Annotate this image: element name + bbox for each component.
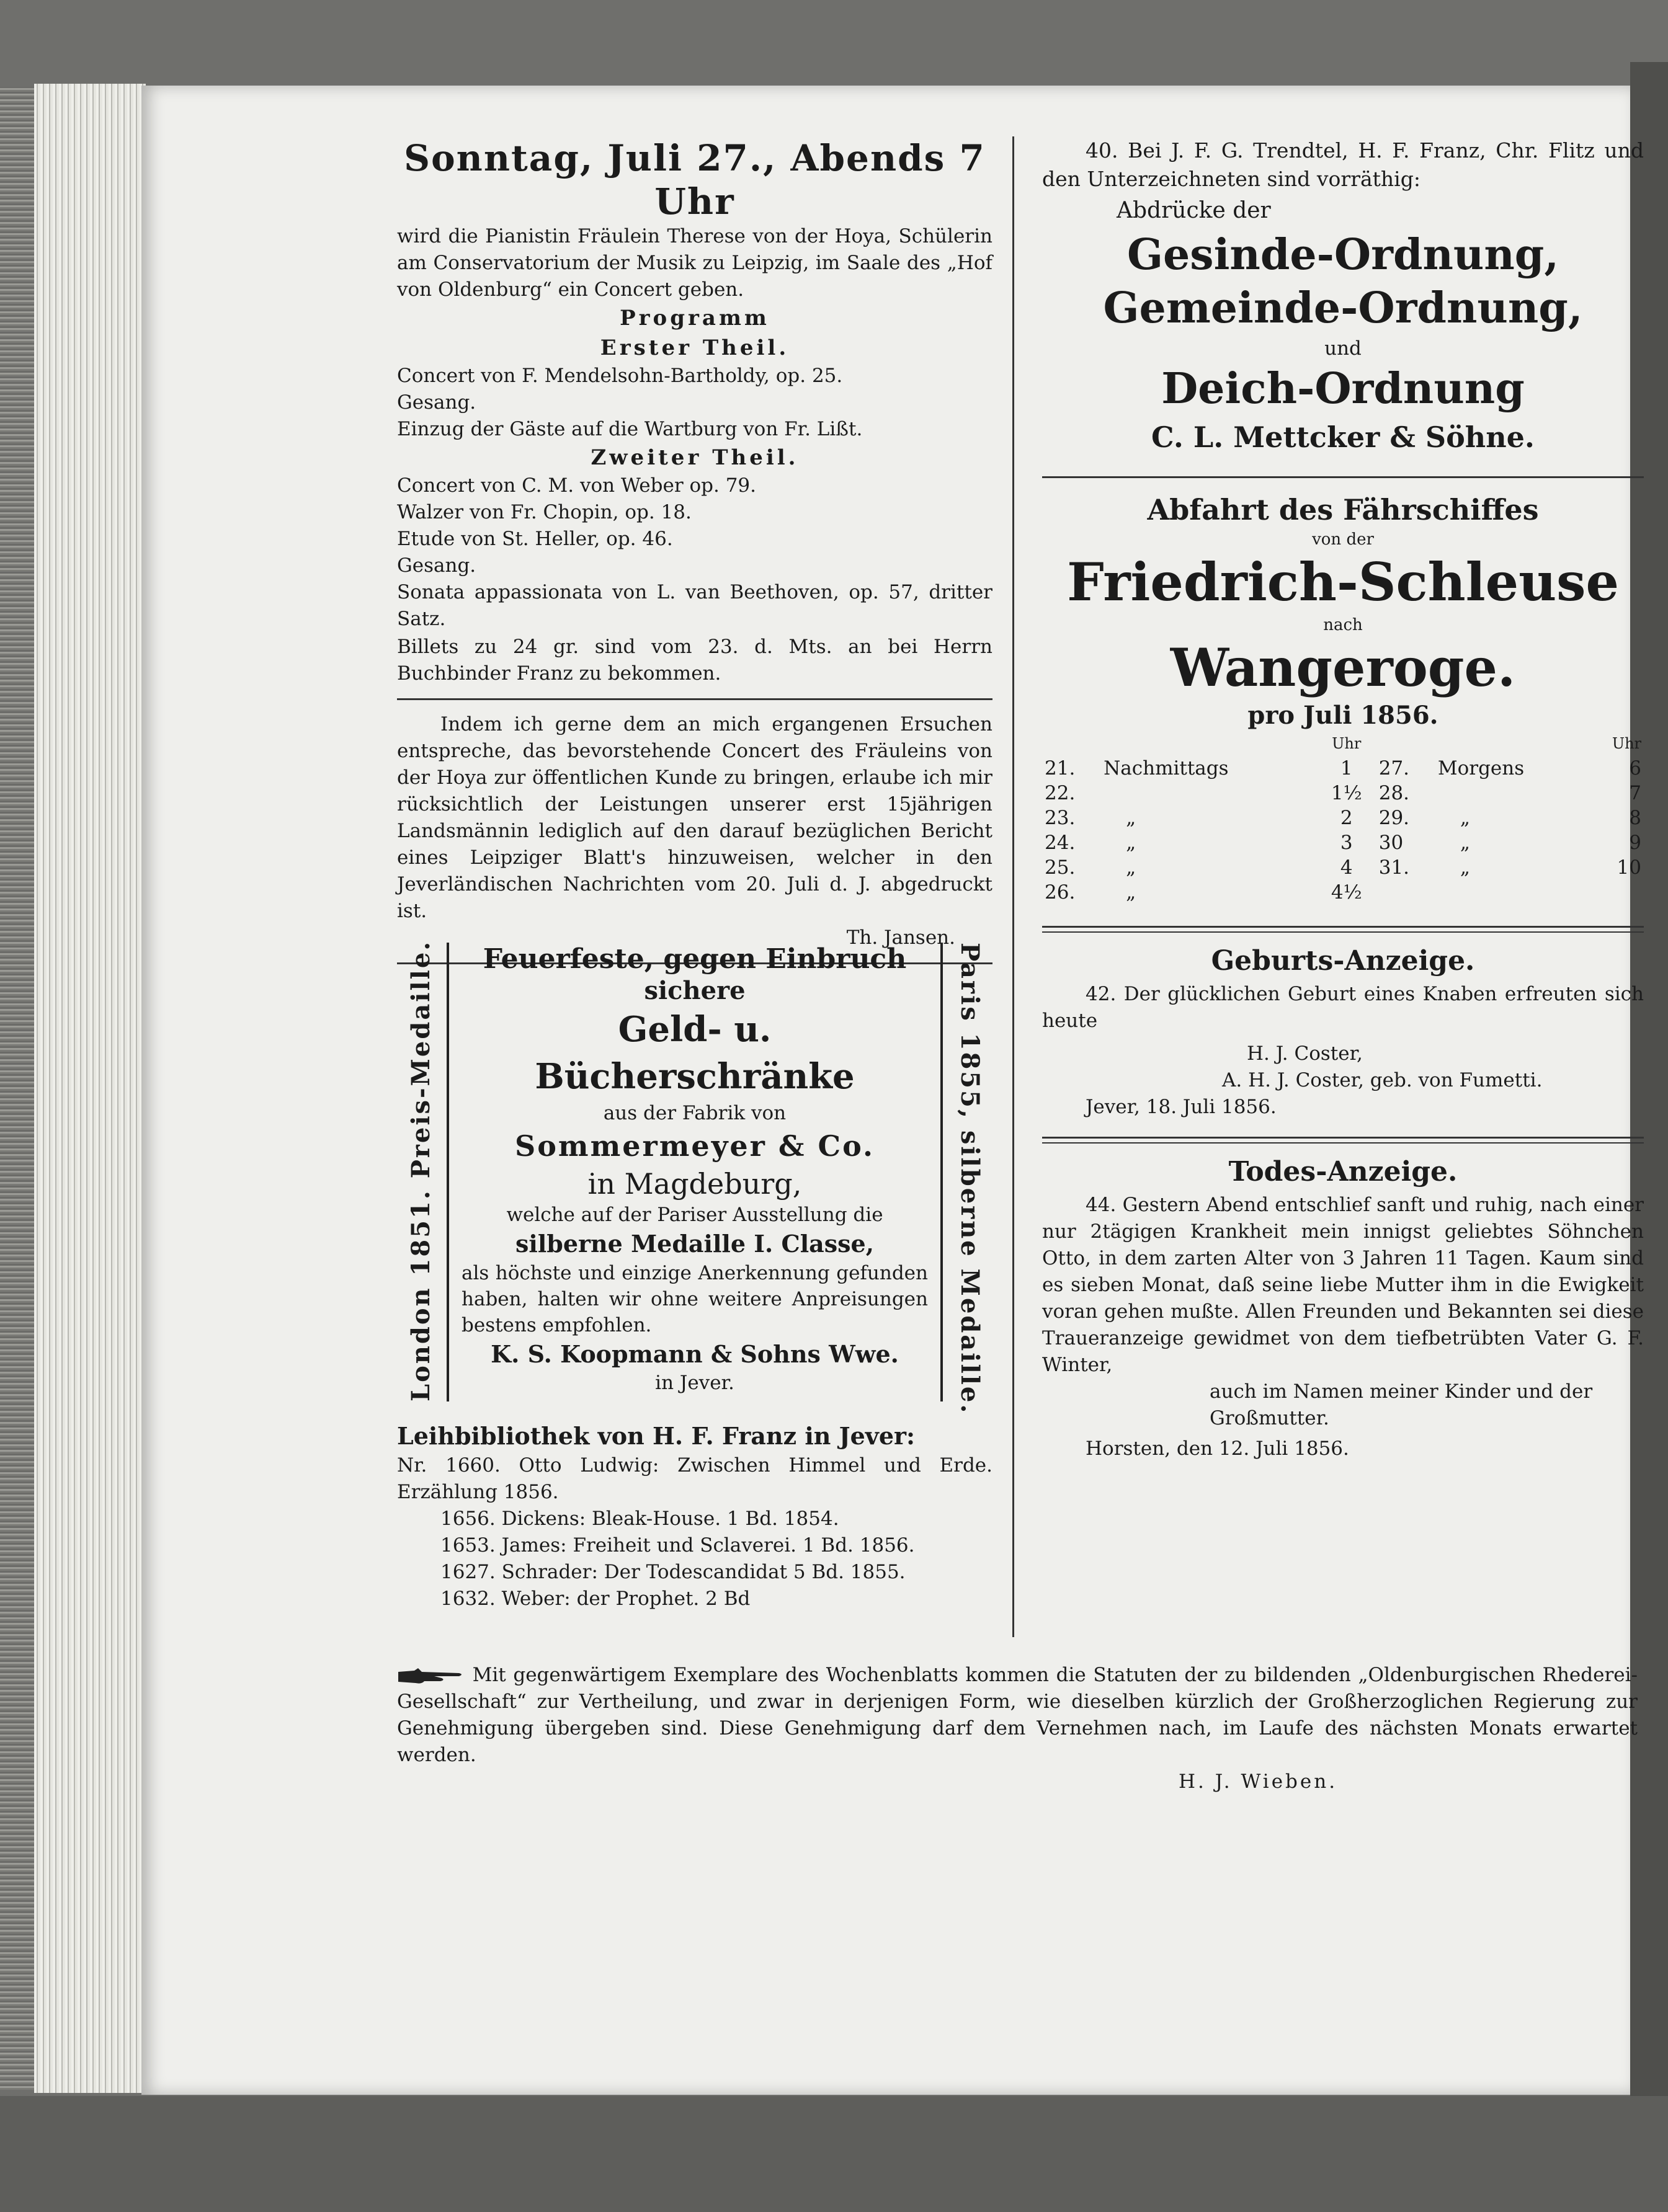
safe-ad-body	[447, 943, 943, 1401]
safe-ad-line5: Sommermeyer & Co.	[515, 1129, 875, 1163]
program-item: Gesang.	[397, 554, 476, 577]
library-item: 1632. Weber: der Prophet. 2 Bd	[440, 1588, 751, 1610]
program-item: Sonata appassionata von L. van Beethoven, op. 57, dritter Satz.	[397, 581, 992, 630]
safe-ad-seller-place: in Jever.	[655, 1372, 734, 1394]
library-item: 1656. Dickens: Bleak-House. 1 Bd. 1854.	[440, 1508, 839, 1530]
ferry-hour: 3	[1340, 832, 1353, 854]
library-item: 1627. Schrader: Der Todescandidat 5 Bd. 1855.	[440, 1561, 906, 1583]
ordnung-title-3: Deich-Ordnung	[1161, 364, 1525, 414]
ordnung-title-2: Gemeinde-Ordnung,	[1103, 283, 1583, 333]
side-label-right-text: Paris 1855, silberne Medaille.	[955, 943, 984, 1415]
ferry-day: 25.	[1045, 856, 1076, 879]
program-item: Gesang.	[397, 391, 476, 414]
part1-label: Erster Theil.	[600, 335, 790, 360]
ferry-day: 30	[1378, 832, 1404, 854]
safe-advertisement	[397, 939, 992, 1415]
safe-ad-line9: als höchste und einzige Anerkennung gefunden haben, halten wir ohne weitere Anpreisungen bestens empfohlen.	[462, 1262, 928, 1336]
table-row	[1042, 806, 1644, 830]
notice-paragraph	[397, 1662, 1638, 1769]
program-item: Einzug der Gäste auf die Wartburg von Fr. Lißt.	[397, 418, 863, 440]
ferry-nach: nach	[1323, 616, 1363, 634]
ferry-origin: Friedrich-Schleuse	[1067, 551, 1619, 613]
endorsement-text: Indem ich gerne dem an mich ergangenen Ersuchen entspreche, das bevorstehende Concert des Fräuleins von der Hoya zur öffentlichen Kunde zu bringen, erlaube ich mir rücksichtlich der Leistungen unserer erst 15jährigen Landsmännin lediglich auf den darauf bezüglichen Bericht eines Leipziger Blatt's hinzuweisen, welcher in den Jeverländischen Nachrichten vom 20. Juli d. J. abgedruckt ist.	[397, 713, 992, 922]
program-item: Concert von F. Mendelsohn-Bartholdy, op. 25.	[397, 365, 843, 387]
safe-ad-line8: silberne Medaille I. Classe,	[515, 1230, 874, 1258]
uhr-header: Uhr	[1332, 735, 1362, 752]
ferry-time-label: „	[1126, 881, 1136, 904]
ferry-hour: 1	[1340, 757, 1353, 780]
statutes-notice	[397, 1662, 1638, 1795]
birth-signature-2: A. H. J. Coster, geb. von Fumetti.	[1222, 1069, 1543, 1091]
ordnung-publisher: C. L. Mettcker & Söhne.	[1151, 420, 1535, 454]
ferry-hour: 4	[1340, 856, 1353, 879]
program-item: Etude von St. Heller, op. 46.	[397, 528, 673, 550]
table-row	[1042, 855, 1644, 880]
ordnung-intro: 40. Bei J. F. G. Trendtel, H. F. Franz, Chr. Flitz und den Unterzeichneten sind vorräthig:	[1042, 138, 1644, 191]
death-signature: auch im Namen meiner Kinder und der Großmutter.	[1210, 1380, 1593, 1429]
section-rule	[1042, 926, 1644, 928]
ferry-header-row	[1042, 731, 1644, 756]
section-rule	[1042, 476, 1644, 478]
section-rule	[397, 698, 992, 700]
ferry-hour: 9	[1629, 832, 1641, 854]
notice-signature: H. J. Wieben.	[1179, 1770, 1338, 1793]
library-title: Leihbibliothek von H. F. Franz in Jever:	[397, 1422, 916, 1450]
ferry-time-label: „	[1126, 856, 1136, 879]
ordnung-sub: Abdrücke der	[1117, 198, 1271, 223]
library-item: Nr. 1660. Otto Ludwig: Zwischen Himmel und Erde. Erzählung 1856.	[397, 1454, 992, 1503]
safe-ad-line4: aus der Fabrik von	[603, 1102, 787, 1124]
ferry-title: Abfahrt des Fährschiffes	[1147, 493, 1539, 526]
death-text: 44. Gestern Abend entschlief sanft und ruhig, nach einer nur 2tägigen Krankheit mein innigst geliebtes Söhnchen Otto, in dem zarten Alter von 3 Jahren 11 Tagen. Kaum sind es sieben Monat, daß seine liebe Mutter ihm in die Ewigkeit voran gehen mußte. Allen Freunden und Bekannten sei diese Traueranzeige gewidmet von dem tiefbetrübten Vater G. F. Winter,	[1042, 1194, 1644, 1376]
ferry-hour: 10	[1617, 856, 1641, 879]
ferry-day: 22.	[1045, 782, 1076, 804]
scan-background	[0, 2096, 1668, 2212]
programm-label: Programm	[620, 306, 770, 331]
safe-ad-line6: in Magdeburg,	[587, 1167, 802, 1201]
ferry-time-label: „	[1126, 807, 1136, 829]
ferry-hour: 2	[1340, 807, 1353, 829]
right-column	[1042, 136, 1644, 1462]
ferry-day: 23.	[1045, 807, 1076, 829]
ordnung-title-1: Gesinde-Ordnung,	[1126, 230, 1559, 280]
ferry-time-label: „	[1460, 807, 1470, 829]
ferry-time-label: „	[1126, 832, 1136, 854]
ferry-destination: Wangeroge.	[1170, 637, 1516, 698]
table-row	[1042, 756, 1644, 781]
program-item: Concert von C. M. von Weber op. 79.	[397, 474, 757, 497]
ferry-day: 28.	[1378, 782, 1410, 804]
left-column	[397, 136, 992, 975]
ferry-day: 21.	[1045, 757, 1076, 780]
ferry-time-label	[1101, 781, 1317, 806]
ferry-time-label: „	[1460, 856, 1470, 879]
ferry-time-label	[1435, 880, 1587, 905]
ferry-day: 29.	[1378, 807, 1410, 829]
side-label-left-text: London 1851. Preis-Medaille.	[406, 939, 435, 1401]
ordnung-and: und	[1324, 337, 1362, 360]
ferry-time-label: Nachmittags	[1104, 757, 1229, 780]
ferry-schedule-table	[1042, 731, 1644, 905]
section-rule	[1042, 1142, 1644, 1144]
library-section	[397, 1420, 992, 1612]
uhr-header: Uhr	[1612, 735, 1641, 752]
ferry-time-label	[1435, 781, 1587, 806]
birth-signature-1: H. J. Coster,	[1247, 1042, 1363, 1065]
ferry-hour: 8	[1629, 807, 1641, 829]
ferry-time-label: „	[1460, 832, 1470, 854]
safe-ad-line2: sichere	[644, 976, 746, 1005]
ferry-hour	[1587, 880, 1644, 905]
section-rule	[1042, 931, 1644, 933]
ferry-day: 31.	[1378, 856, 1410, 879]
library-item: 1653. James: Freiheit und Sclaverei. 1 Bd. 1856.	[440, 1534, 915, 1557]
death-place-date: Horsten, den 12. Juli 1856.	[1086, 1437, 1349, 1460]
notice-text: Mit gegenwärtigem Exemplare des Wochenblatts kommen die Statuten der zu bildenden „Oldenburgischen Rhederei-Gesellschaft“ zur Vertheilung, und zwar in derjenigen Form, wie dieselben kürzlich der Großherzoglichen Regierung zur Genehmigung übergeben sind. Diese Genehmigung darf dem Vernehmen nach, im Laufe des nächsten Monats erwartet werden.	[397, 1664, 1638, 1766]
table-row	[1042, 781, 1644, 806]
ferry-hour: 7	[1629, 782, 1641, 804]
program-item: Walzer von Fr. Chopin, op. 18.	[397, 501, 692, 523]
side-label-left	[400, 939, 444, 1401]
side-label-right	[946, 943, 989, 1415]
ferry-month: pro Juli 1856.	[1247, 701, 1438, 730]
column-divider	[1012, 136, 1014, 1637]
ferry-day: 27.	[1378, 757, 1410, 780]
section-rule	[1042, 1137, 1644, 1139]
birth-place-date: Jever, 18. Juli 1856.	[1086, 1096, 1277, 1118]
birth-title: Geburts-Anzeige.	[1211, 945, 1475, 977]
safe-ad-line1: Feuerfeste, gegen Einbruch	[483, 943, 907, 975]
safe-ad-line3: Geld- u. Bücherschränke	[535, 1009, 855, 1097]
table-row	[1042, 830, 1644, 855]
ferry-von-der: von der	[1312, 530, 1374, 549]
death-title: Todes-Anzeige.	[1228, 1156, 1458, 1188]
ferry-day	[1376, 880, 1435, 905]
tickets-text: Billets zu 24 gr. sind vom 23. d. Mts. an bei Herrn Buchbinder Franz zu bekommen.	[397, 636, 992, 685]
ferry-day: 24.	[1045, 832, 1076, 854]
ferry-hour: 1½	[1331, 782, 1362, 804]
endorsement-signature: Th. Jansen.	[846, 926, 955, 949]
page-stack-edge	[34, 84, 146, 2093]
ferry-hour: 6	[1629, 757, 1641, 780]
ferry-time-label: Morgens	[1437, 757, 1525, 780]
concert-intro: wird die Pianistin Fräulein Therese von der Hoya, Schülerin am Conservatorium der Musik zu Leipzig, im Saale des „Hof von Oldenburg“ ein Concert geben.	[397, 225, 992, 301]
ferry-hour: 4½	[1331, 881, 1362, 904]
part2-label: Zweiter Theil.	[591, 445, 799, 470]
concert-headline: Sonntag, Juli 27., Abends 7 Uhr	[404, 137, 986, 223]
pointing-hand-icon	[397, 1666, 465, 1687]
birth-text: 42. Der glücklichen Geburt eines Knaben erfreuten sich heute	[1042, 983, 1644, 1032]
safe-ad-line7: welche auf der Pariser Ausstellung die	[506, 1204, 883, 1226]
safe-ad-seller: K. S. Koopmann & Sohns Wwe.	[491, 1340, 899, 1368]
table-row	[1042, 880, 1644, 905]
ferry-day: 26.	[1045, 881, 1076, 904]
